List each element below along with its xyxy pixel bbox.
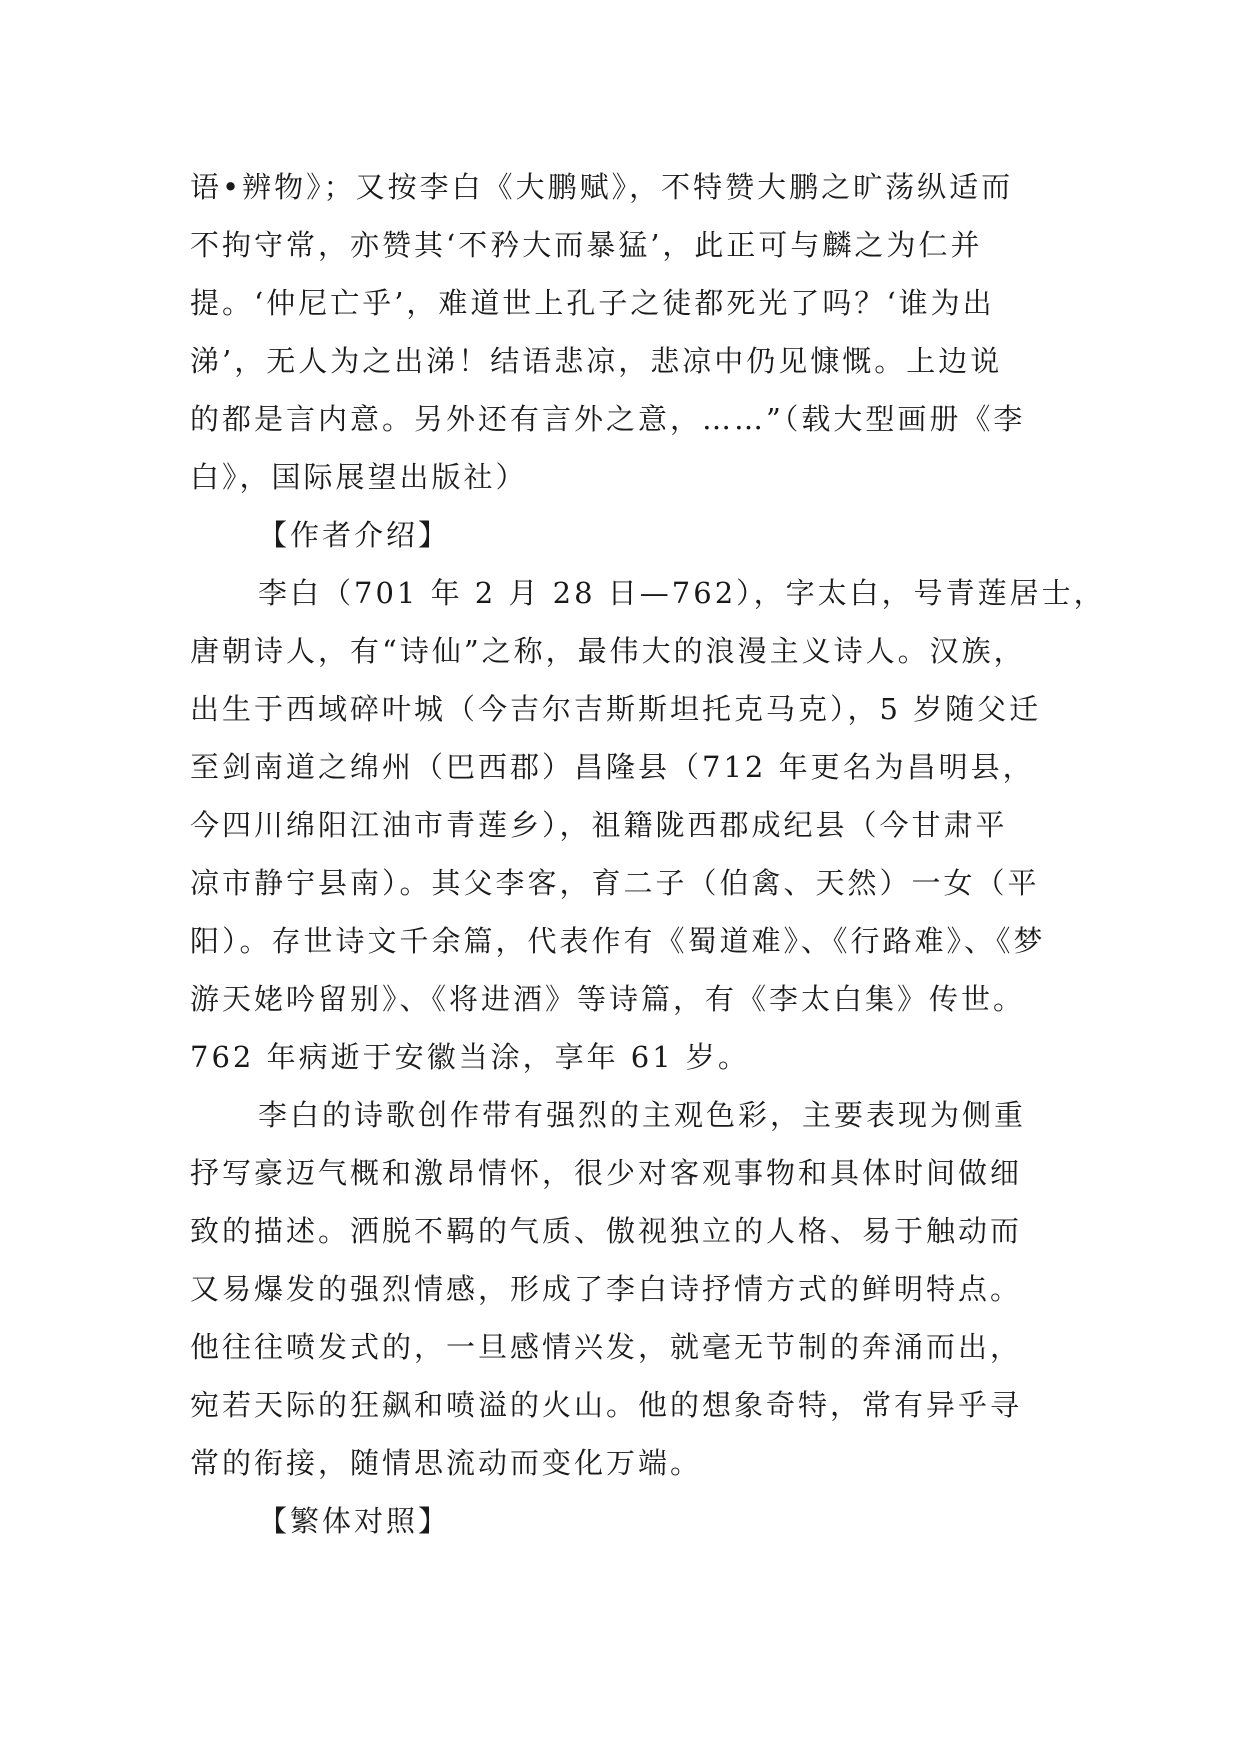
text-line: 至剑南道之绵州（巴西郡）昌隆县（712 年更名为昌明县， <box>190 750 1035 784</box>
text-line: 今四川绵阳江油市青莲乡），祖籍陇西郡成纪县（今甘肃平 <box>190 808 1008 842</box>
text-line: 提。‘仲尼亡乎’，难道世上孔子之徒都死光了吗？‘谁为出 <box>190 286 995 320</box>
document-body <box>190 158 1106 1550</box>
text-line: 致的描述。洒脱不羁的气质、傲视独立的人格、易于触动而 <box>190 1214 1023 1248</box>
text-line: 抒写豪迈气概和激昂情怀，很少对客观事物和具体时间做细 <box>190 1156 1023 1190</box>
text-line: 游天姥吟留别》、《将进酒》等诗篇，有《李太白集》传世。 <box>190 982 1026 1016</box>
text-line: 李白的诗歌创作带有强烈的主观色彩，主要表现为侧重 <box>258 1098 1027 1132</box>
paragraph-poetry-style <box>190 1086 1050 1492</box>
text-line: 李白（701 年 2 月 28 日—762），字太白，号青莲居士， <box>258 576 1106 610</box>
text-line: 凉市静宁县南）。其父李客，育二子（伯禽、天然）一女（平 <box>190 866 1040 900</box>
text-line: 涕’，无人为之出涕！结语悲凉，悲凉中仍见慷慨。上边说 <box>190 344 1003 378</box>
text-line: 的都是言内意。另外还有言外之意，……”（载大型画册《李 <box>190 402 1026 436</box>
text-line: 宛若天际的狂飙和喷溢的火山。他的想象奇特，常有异乎寻 <box>190 1388 1023 1422</box>
text-line: 常的衔接，随情思流动而变化万端。 <box>190 1446 703 1480</box>
paragraph-author-bio <box>190 564 1106 1086</box>
text-line: 762 年病逝于安徽当涂，享年 61 岁。 <box>190 1040 750 1074</box>
text-line: 他往往喷发式的，一旦感情兴发，就毫无节制的奔涌而出， <box>190 1330 1023 1364</box>
section-heading-traditional: 【繁体对照】 <box>258 1504 451 1538</box>
text-line: 白》，国际展望出版社） <box>190 460 528 494</box>
paragraph-quote-continuation <box>190 158 1050 506</box>
text-line: 语•辨物》；又按李白《大鹏赋》，不特赞大鹏之旷荡纵适而 <box>190 170 1014 204</box>
text-line: 不拘守常，亦赞其‘不矜大而暴猛’，此正可与麟之为仁并 <box>190 228 983 262</box>
text-line: 又易爆发的强烈情感，形成了李白诗抒情方式的鲜明特点。 <box>190 1272 1023 1306</box>
text-line: 唐朝诗人，有“诗仙”之称，最伟大的浪漫主义诗人。汉族， <box>190 634 1026 668</box>
section-heading-author: 【作者介绍】 <box>258 518 451 552</box>
text-line: 出生于西域碎叶城（今吉尔吉斯斯坦托克马克），5 岁随父迁 <box>190 692 1042 726</box>
text-line: 阳）。存世诗文千余篇，代表作有《蜀道难》、《行路难》、《梦 <box>190 924 1046 958</box>
